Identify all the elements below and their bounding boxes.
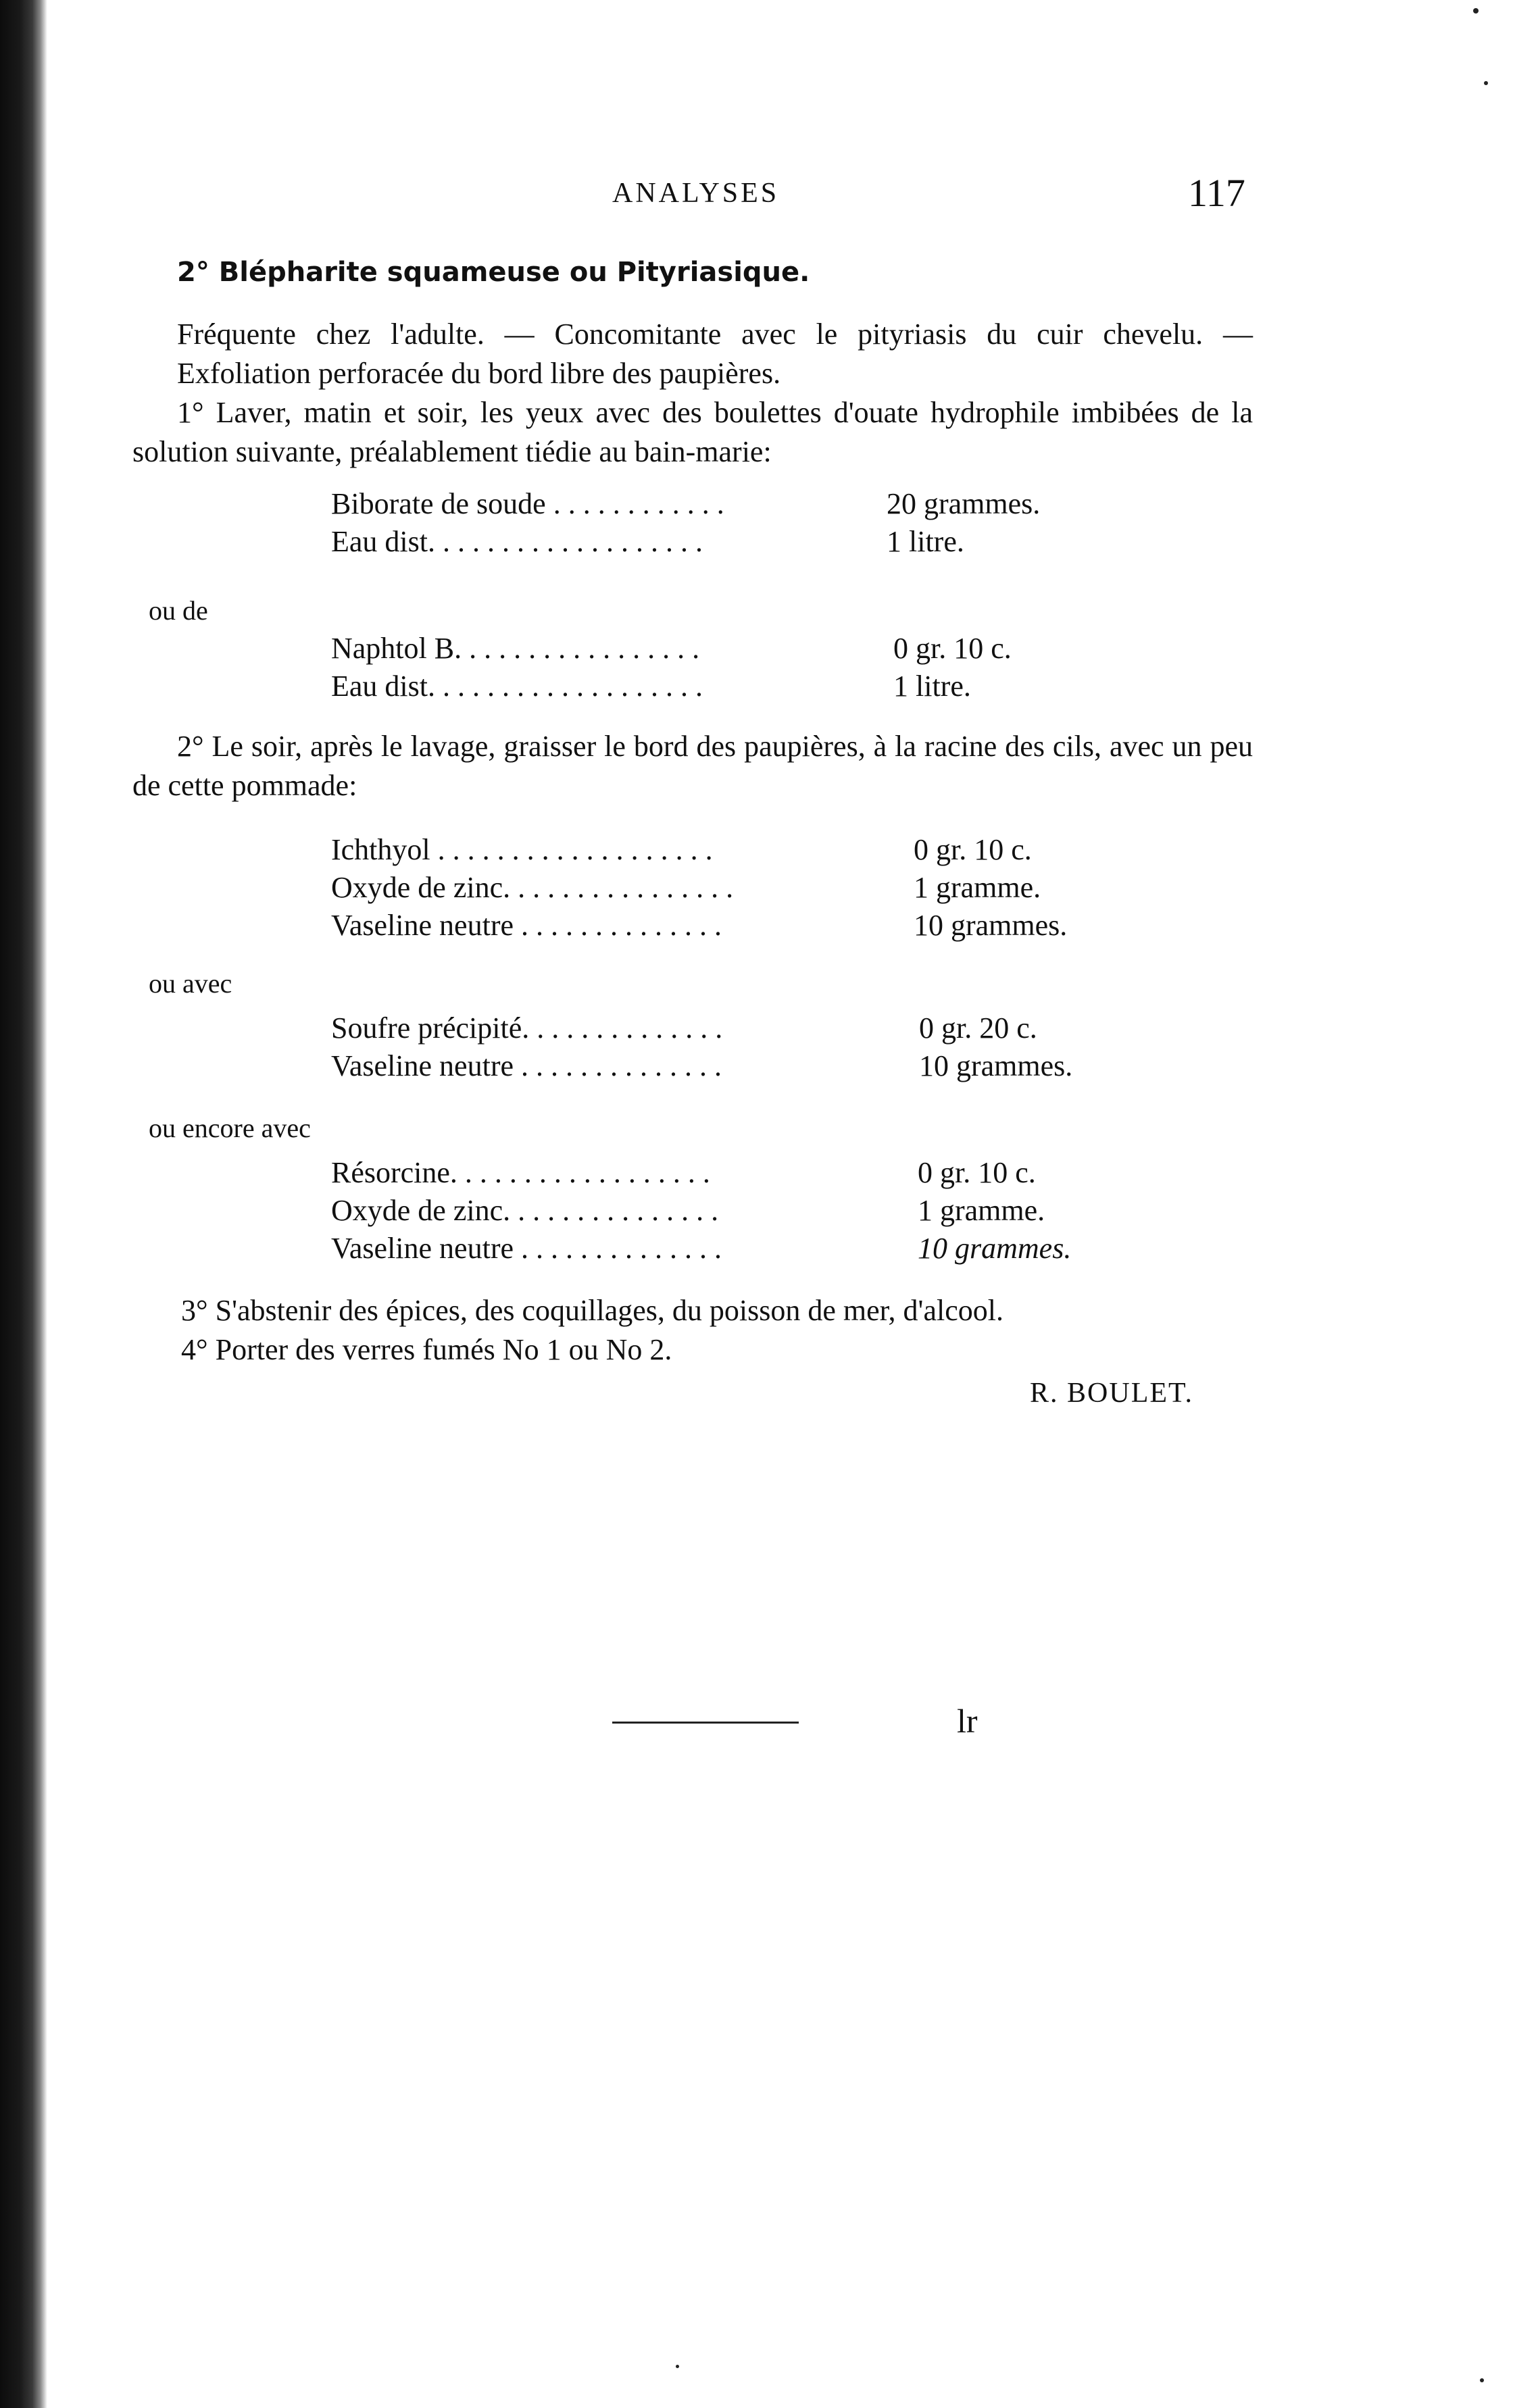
formula-row	[331, 1231, 1142, 1269]
ingredient-name: Soufre précipité. . . . . . . . . . . . . .	[331, 1011, 723, 1045]
formula-ointment-2	[331, 1011, 1142, 1086]
formula-row	[331, 1011, 1142, 1049]
ingredient-quantity: 10 grammes.	[919, 1049, 1073, 1082]
ingredient-name: Oxyde de zinc. . . . . . . . . . . . . . . .	[331, 871, 734, 904]
formula-solution-2	[331, 631, 1142, 707]
ingredient-name: Eau dist. . . . . . . . . . . . . . . . . . .	[331, 525, 703, 558]
ingredient-quantity: 10 grammes.	[918, 1232, 1072, 1265]
ingredient-name: Naphtol B. . . . . . . . . . . . . . . . .	[331, 632, 700, 665]
formula-row	[331, 1155, 1142, 1193]
instruction-smoked-glasses: 4° Porter des verres fumés No 1 ou No 2.	[181, 1333, 672, 1366]
end-divider	[612, 1722, 799, 1724]
formula-row	[331, 486, 1142, 524]
formula-row	[331, 524, 1142, 562]
formula-solution-1	[331, 486, 1142, 562]
connector-ou-encore-avec: ou encore avec	[149, 1113, 311, 1143]
ingredient-name: Vaseline neutre . . . . . . . . . . . . . .	[331, 1232, 722, 1265]
ingredient-quantity: 1 litre.	[893, 670, 971, 703]
ingredient-name: Eau dist. . . . . . . . . . . . . . . . . . .	[331, 670, 703, 703]
ingredient-quantity: 0 gr. 10 c.	[914, 833, 1032, 866]
page-number: 117	[1188, 171, 1245, 215]
running-head: ANALYSES	[612, 178, 780, 209]
formula-row	[331, 1049, 1142, 1086]
paragraph-washing: 1° Laver, matin et soir, les yeux avec des boulettes d'ouate hydrophile imbibées de la solution suivante, préalablement tiédie au bain-marie:	[132, 396, 1253, 468]
formula-row	[331, 870, 1142, 908]
ingredient-name: Oxyde de zinc. . . . . . . . . . . . . . .	[331, 1194, 719, 1227]
ingredient-quantity: 10 grammes.	[914, 909, 1068, 942]
ingredient-quantity: 1 litre.	[887, 525, 964, 558]
formula-ointment-3	[331, 1155, 1142, 1269]
formula-row	[331, 669, 1142, 707]
author-signature: R. BOULET.	[1030, 1378, 1194, 1409]
formula-row	[331, 908, 1142, 946]
ingredient-name: Ichthyol . . . . . . . . . . . . . . . . . . .	[331, 833, 713, 866]
formula-row	[331, 1193, 1142, 1231]
paragraph-ointment: 2° Le soir, après le lavage, graisser le bord des paupières, à la racine des cils, avec un peu de cette pommade:	[132, 730, 1253, 802]
ingredient-quantity: 20 grammes.	[887, 487, 1041, 520]
ingredient-quantity: 0 gr. 20 c.	[919, 1011, 1037, 1045]
formula-row	[331, 832, 1142, 870]
formula-ointment-1	[331, 832, 1142, 946]
ingredient-name: Résorcine. . . . . . . . . . . . . . . . . .	[331, 1156, 710, 1189]
ingredient-quantity: 1 gramme.	[918, 1194, 1045, 1227]
instruction-avoid-spices: 3° S'abstenir des épices, des coquillages, du poisson de mer, d'alcool.	[181, 1294, 1003, 1327]
end-mark: lr	[957, 1702, 978, 1740]
ingredient-quantity: 0 gr. 10 c.	[918, 1156, 1036, 1189]
paragraph-description: Fréquente chez l'adulte. — Concomitante avec le pityriasis du cuir chevelu. — Exfoliation perforacée du bord libre des paupières.	[177, 318, 1253, 390]
section-title: 2° Blépharite squameuse ou Pityriasique.	[177, 257, 810, 288]
ingredient-quantity: 1 gramme.	[914, 871, 1041, 904]
ingredient-name: Vaseline neutre . . . . . . . . . . . . . .	[331, 1049, 722, 1082]
ingredient-name: Vaseline neutre . . . . . . . . . . . . . .	[331, 909, 722, 942]
ingredient-quantity: 0 gr. 10 c.	[893, 632, 1012, 665]
formula-row	[331, 631, 1142, 669]
connector-ou-avec: ou avec	[149, 968, 232, 999]
connector-ou-de: ou de	[149, 595, 208, 626]
ingredient-name: Biborate de soude . . . . . . . . . . . .	[331, 487, 724, 520]
